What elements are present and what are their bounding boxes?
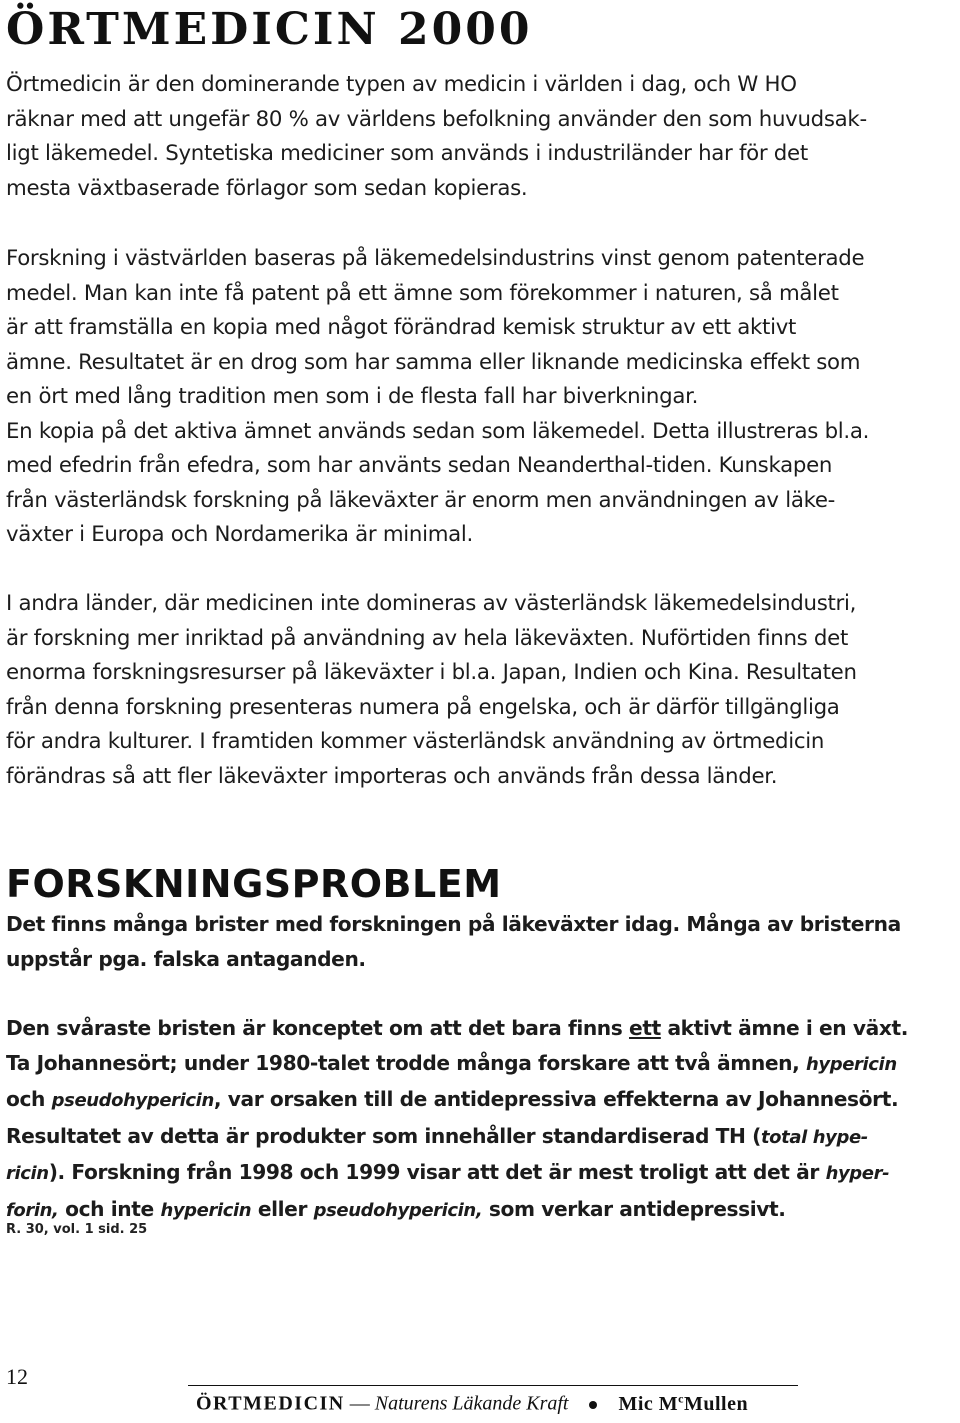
text-line: enorma forskningsresurser på läkeväxter i bl.a. Japan, Indien och Kina. Resultaten	[6, 660, 857, 685]
italic-term: hypericin	[160, 1199, 252, 1221]
text-line: Örtmedicin är den dominerande typen av medicin i världen i dag, och W HO	[6, 72, 797, 97]
text-line	[6, 1046, 956, 1083]
text-run: eller	[251, 1196, 314, 1221]
text-run: Resultatet av detta är produkter som innehåller standardiserad TH (	[6, 1123, 761, 1148]
text-line	[6, 1155, 956, 1192]
text-line: mesta växtbaserade förlagor som sedan kopieras.	[6, 175, 528, 201]
text-run: och inte	[58, 1196, 161, 1221]
text-line: Det finns många brister med forskningen på läkeväxter idag. Många av bristerna	[6, 912, 901, 936]
paragraph-intro	[6, 68, 956, 206]
text-line: uppstår pga. falska antaganden.	[6, 946, 366, 971]
text-line: ligt läkemedel. Syntetiska mediciner som används i industriländer har för det	[6, 141, 808, 166]
underlined-word: ett	[629, 1016, 661, 1040]
text-line: för andra kulturer. I framtiden kommer västerländsk användning av örtmedicin	[6, 729, 825, 754]
footer	[196, 1391, 748, 1416]
text-line: räknar med att ungefär 80 % av världens befolkning använder den som huvudsak-	[6, 106, 867, 132]
section-heading: FORSKNINGSPROBLEM	[6, 862, 502, 906]
text-run: ). Forskning från 1998 och 1999 visar att det är mest troligt att det är	[48, 1160, 826, 1184]
italic-term: hyper-	[825, 1163, 890, 1184]
italic-term: pseudohypericin,	[313, 1199, 483, 1221]
text-line: Forskning i västvärlden baseras på läkemedelsindustrins vinst genom patenterade	[6, 246, 865, 271]
text-line: från västerländsk forskning på läkeväxter är enorm men användningen av läke-	[6, 487, 836, 513]
text-line: från denna forskning presenteras numera på engelska, och är därför tillgängliga	[6, 694, 840, 720]
text-line: ämne. Resultatet är en drog som har samma eller liknande medicinska effekt som	[6, 349, 861, 375]
footer-subtitle: Naturens Läkande Kraft	[374, 1392, 569, 1415]
page-title: ÖRTMEDICIN 2000	[6, 4, 533, 55]
footer-divider	[188, 1385, 798, 1386]
bullet-icon	[589, 1401, 597, 1409]
text-run: , var orsaken till de antidepressiva effekterna av Johannesört.	[213, 1087, 899, 1111]
text-line: är forskning mer inriktad på användning av hela läkeväxten. Nuförtiden finns det	[6, 625, 848, 651]
italic-term: ricin	[6, 1163, 49, 1184]
footer-author	[618, 1393, 748, 1415]
reference-note: R. 30, vol. 1 sid. 25	[6, 1222, 148, 1237]
text-line: förändras så att fler läkeväxter importeras och används från dessa länder.	[6, 763, 778, 789]
footer-dash: —	[349, 1392, 370, 1415]
paragraph-other-countries	[6, 587, 956, 794]
text-line: medel. Man kan inte få patent på ett ämne som förekommer i naturen, så målet	[6, 280, 839, 306]
italic-term: total hype-	[760, 1126, 868, 1148]
text-run: Ta Johannesört; under 1980-talet trodde många forskare att två ämnen,	[6, 1050, 806, 1075]
paragraph-research-problems	[6, 907, 956, 976]
text-line	[6, 1119, 956, 1156]
author-prefix: Mic M	[618, 1392, 679, 1415]
text-line	[6, 1011, 956, 1046]
text-line: är att framställa en kopia med något förändrad kemisk struktur av ett aktivt	[6, 315, 797, 340]
page-number: 12	[6, 1364, 28, 1389]
author-superscript: c	[678, 1391, 684, 1405]
italic-term: pseudohypericin	[51, 1090, 214, 1111]
paragraph-johannesort	[6, 1011, 956, 1228]
text-line: växter i Europa och Nordamerika är minimal.	[6, 522, 473, 547]
text-run: aktivt ämne i en växt.	[660, 1016, 909, 1040]
paragraph-research-west	[6, 242, 956, 553]
text-line: I andra länder, där medicinen inte domineras av västerländsk läkemedelsindustri,	[6, 591, 857, 616]
footer-title: ÖRTMEDICIN	[196, 1392, 345, 1415]
text-line: en ört med lång tradition men som i de flesta fall har biverkningar.	[6, 384, 699, 409]
text-line	[6, 1192, 956, 1229]
italic-term: forin,	[6, 1199, 59, 1221]
text-line	[6, 1082, 956, 1119]
text-line: En kopia på det aktiva ämnet används sedan som läkemedel. Detta illustreras bl.a.	[6, 418, 870, 444]
text-run: Den svåraste bristen är konceptet om att det bara finns	[6, 1016, 630, 1040]
text-line: med efedrin från efedra, som har använts sedan Neanderthal-tiden. Kunskapen	[6, 453, 833, 478]
author-suffix: Mullen	[683, 1392, 749, 1415]
text-run: som verkar antidepressivt.	[482, 1196, 786, 1221]
text-run: och	[6, 1087, 52, 1111]
italic-term: hypericin	[806, 1053, 897, 1075]
